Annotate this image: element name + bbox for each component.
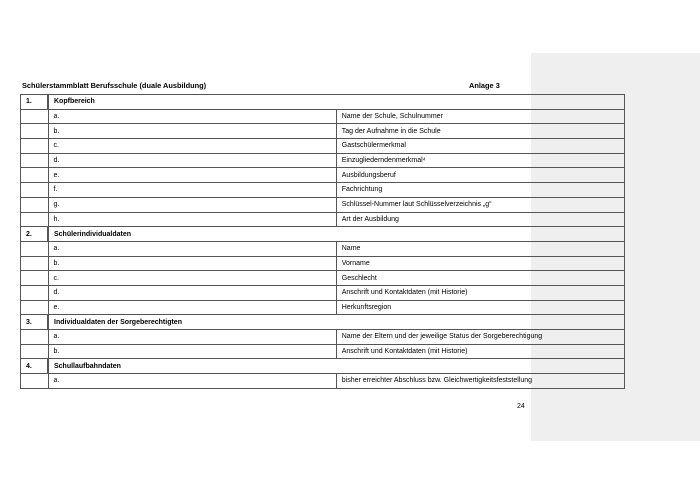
section-number: 3. [21,315,49,330]
item-letter: a. [48,109,336,124]
item-text: Anschrift und Kontaktdaten (mit Historie) [336,285,624,300]
item-letter: e. [48,300,336,315]
item-spacer-cell [21,124,49,139]
item-letter: f. [48,183,336,198]
item-spacer-cell [21,183,49,198]
item-text: Anschrift und Kontaktdaten (mit Historie) [336,344,624,359]
item-spacer-cell [21,241,49,256]
item-spacer-cell [21,256,49,271]
item-letter: c. [48,271,336,286]
item-letter: a. [48,374,336,389]
item-text: Name der Schule, Schulnummer [336,109,624,124]
item-spacer-cell [21,109,49,124]
item-row [21,256,625,271]
section-number: 1. [21,95,49,110]
item-spacer-cell [21,300,49,315]
section-row [21,315,625,330]
item-row [21,168,625,183]
item-spacer-cell [21,330,49,345]
section-title: Individualdaten der Sorgeberechtigten [48,315,625,330]
item-text: Geschlecht [336,271,624,286]
item-spacer-cell [21,197,49,212]
page-number: 24 [517,403,525,410]
item-row [21,241,625,256]
item-spacer-cell [21,212,49,227]
item-spacer-cell [21,374,49,389]
item-letter: h. [48,212,336,227]
item-letter: g. [48,197,336,212]
section-title: Kopfbereich [48,95,625,110]
item-spacer-cell [21,344,49,359]
section-row [21,359,625,374]
item-letter: b. [48,256,336,271]
section-title: Schullaufbahndaten [48,359,625,374]
item-letter: b. [48,344,336,359]
item-spacer-cell [21,139,49,154]
section-row [21,95,625,110]
item-row [21,374,625,389]
item-letter: a. [48,241,336,256]
item-text: Tag der Aufnahme in die Schule [336,124,624,139]
item-row [21,271,625,286]
item-text: Vorname [336,256,624,271]
section-title: Schülerindividualdaten [48,227,625,242]
item-text: Art der Ausbildung [336,212,624,227]
item-row [21,330,625,345]
section-row [21,227,625,242]
item-row [21,212,625,227]
item-letter: b. [48,124,336,139]
item-text: bisher erreichter Abschluss bzw. Gleichwertigkeitsfeststellung [336,374,624,389]
item-row [21,197,625,212]
student-record-table [20,94,625,389]
item-text: Herkunftsregion [336,300,624,315]
item-spacer-cell [21,271,49,286]
item-text: Schlüssel-Nummer laut Schlüsselverzeichnis „g“ [336,197,624,212]
section-number: 2. [21,227,49,242]
item-row [21,153,625,168]
item-text: Fachrichtung [336,183,624,198]
item-row [21,285,625,300]
item-letter: c. [48,139,336,154]
item-row [21,139,625,154]
item-spacer-cell [21,285,49,300]
item-text: Name [336,241,624,256]
item-row [21,183,625,198]
item-row [21,344,625,359]
item-row [21,124,625,139]
item-text: Einzugliederndenmerkmal⁴ [336,153,624,168]
item-text: Name der Eltern und der jeweilige Status der Sorgeberechtigung [336,330,624,345]
item-letter: e. [48,168,336,183]
item-text: Gastschülermerkmal [336,139,624,154]
item-text: Ausbildungsberuf [336,168,624,183]
item-spacer-cell [21,153,49,168]
document-title: Schülerstammblatt Berufsschule (duale Ausbildung) [22,81,207,90]
item-row [21,300,625,315]
item-spacer-cell [21,168,49,183]
item-letter: d. [48,153,336,168]
annex-label: Anlage 3 [469,81,500,90]
item-letter: d. [48,285,336,300]
section-number: 4. [21,359,49,374]
item-row [21,109,625,124]
item-letter: a. [48,330,336,345]
